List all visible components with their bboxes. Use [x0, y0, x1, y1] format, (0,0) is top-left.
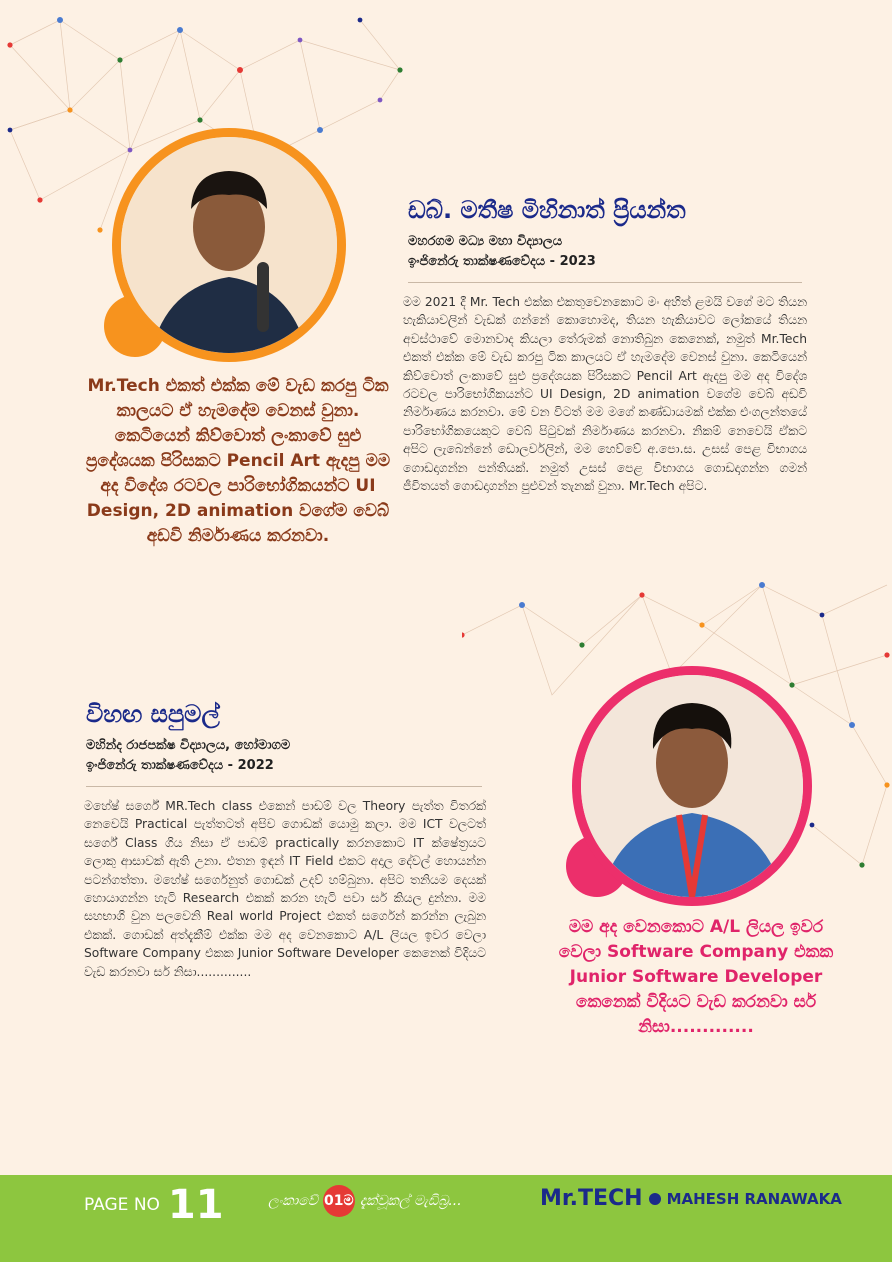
brand [540, 1186, 842, 1211]
divider [86, 786, 482, 787]
profile1-stream: ඉංජිනේරු තාක්ෂණවේදය - 2023 [408, 254, 596, 269]
dot-icon [649, 1193, 661, 1205]
profile2-quote: මම අද වෙනකොට A/L ලියල ඉවර වෙලා Software Company එකක Junior Software Developer කෙනෙක් විදියට වැඩ කරනවා සර් නිසා............. [558, 917, 834, 1037]
page-label: PAGE NO [84, 1195, 160, 1215]
tagline-post: දැක්වූකල් මැඩිබ්‍ර... [359, 1193, 462, 1209]
tagline-pre: ලංකාවේ [268, 1193, 318, 1209]
person-photo-icon [581, 675, 803, 897]
rank-badge: 01ම [323, 1185, 355, 1217]
profile2-name: විහඟ සපුමල් [86, 700, 220, 728]
profile1-quote: Mr.Tech එකත් එක්ක මේ වැඩ කරපු ටික කාලයට ඒ හැමදේම වෙනස් වුනා. කෙටියෙන් කිව්වොත් ලංකාවේ සුළු ප්‍රදේශයක පිරිසකට Pencil Art ඇදපු මම අද විදේශ රටවල පාරිභෝගිකයන්ට UI Design, 2D animation වගේම වෙබ් අඩවි නිර්මාණය කරනවා. [85, 376, 391, 546]
avatar-mathisha [112, 128, 346, 362]
person-photo-icon [121, 137, 337, 353]
avatar-vihanga [572, 666, 812, 906]
profile1-name: ඩබ්. මතීෂ මිහිනාත් ප්‍රියන්ත [408, 196, 686, 224]
profile1-school: මහරගම මධ්‍ය මහා විද්‍යාලය [408, 234, 563, 249]
profile2-school: මහින්ද රාජපක්ෂ විද්‍යාලය, හෝමාගම [86, 738, 291, 753]
profile2-stream: ඉංජිනේරු තාක්ෂණවේදය - 2022 [86, 758, 274, 773]
page-number [84, 1182, 224, 1228]
brand-logo: Mr.TECH [540, 1186, 643, 1211]
profile1-body: මම 2021 දී Mr. Tech එක්ක එකතුවෙනකොට මං අහිත් ළමයි වගේ මට තියන හැකියාවලින් වැඩක් ගන්නේ කොහොමද, තියන හැකියාවට ලෝකයේ තියන අවස්ථාවේ මොනවාද කියලා තේරුමක් නොතිබුන කෙනෙක්, නමුත් Mr.Tech එකත් එක්ක මේ වැඩ කරපු ටික කාලයට ඒ හැමදේම වෙනස් වුනා. කෙටියෙන් කිව්වොත් ලංකාවේ සුළු ප්‍රදේශයක පිරිසකට Pencil Art ඇදපු මම අද විදේශ රටවල පාරිභෝගිකයන්ට UI Design, 2D animation වගේම වෙබ් අඩවි නිර්මාණය කරනවා. මේ වන විටත් මම මගේ කණ්ඩායමක් එක්ක එංගලන්තයේ පාරිභෝගිකයෙකුට වෙබ් පිටුවක් නිර්මාණය කරනවා. නිකම් නෙවෙයි ඒකට අපිට ලැබෙන්නේ ඩොලර්වලින්, මම හෙව්වේ අ.පො.ස. උසස් පෙළ විභාගය ගොඩදාගන්න පන්තියක්. නමුත් උසස් පෙළ විභාගය ගොඩදාගන්න ගමන් ජීවිතයත් ගොඩදාගන්න පුළුවන් තැනක් වුනා. Mr.Tech අපිට. [403, 295, 807, 494]
profile2-body: මහේෂ් සර්ගේ MR.Tech class එකෙන් පාඩම් වල Theory පැත්ත විතරක් නෙවෙයි Practical පැත්තටත් අපිව ගොඩක් යොමු කලා. මම ICT වලටත් සර්ගේ Class ගිය නිසා ඒ පාඩම් practically කරනකොට IT ක්ෂේත්‍රයට ලොකු ආසාවක් ඇති උනා. එතන ඉඳන් IT Field එකට අදාල දේවල් හොයන්න පටන්ගත්තා. මහේෂ් සර්ගෙනුත් ගොඩක් උදව් හම්බුනා. අපිට තනියම දෙයක් හොයාගන්න හැටි Research එකක් කරන හැටි පවා සර් කියල දුන්නා. මම සහභාගි වුන පලවෙනි Real world Project එකත් සර්ගෙන් කරන්න ලැබුන එකක්. ගොඩක් අත්දැකීම් එක්ක මම අද වෙනකොට A/L ලියල ඉවර වෙලා Software Company එකක Junior Software Developer කෙනෙක් විදියට වැඩ කරනවා සර් නිසා.............. [84, 799, 486, 979]
page-number-value: 11 [167, 1182, 224, 1228]
tagline [268, 1185, 462, 1217]
brand-owner: MAHESH RANAWAKA [666, 1189, 842, 1208]
divider [408, 282, 802, 283]
